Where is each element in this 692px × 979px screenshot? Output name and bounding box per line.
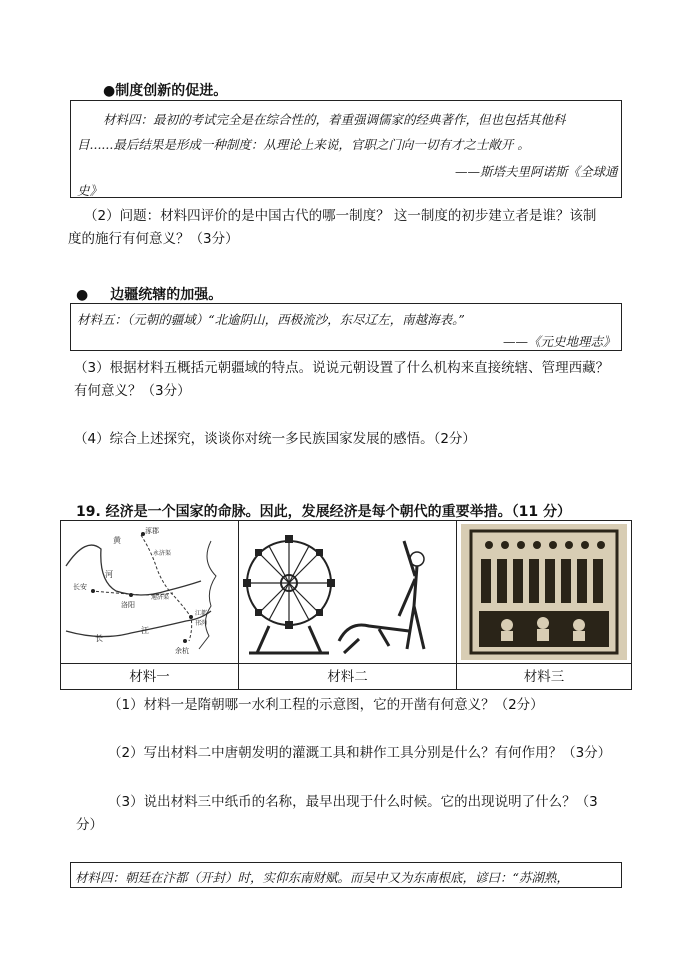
material-three-image	[457, 521, 631, 664]
q19-question-3-line1: （3）说出材料三中纸币的名称，最早出现于什么时候。它的出现说明了什么？（3	[108, 794, 598, 810]
material-four-line2: 目......最后结果是形成一种制度：从理论上来说，官职之门向一切有才之士敞开 。	[77, 137, 530, 152]
map-label-huang: 黄	[113, 536, 121, 545]
map-label-yongjiqu: 永济渠	[153, 550, 172, 557]
map-label-yuhang: 余杭	[175, 647, 189, 655]
question-3-line2: 有何意义？（3分）	[74, 383, 191, 399]
map-label-chang: 长	[95, 634, 103, 643]
map-label-he: 河	[105, 570, 113, 579]
material-two-image	[239, 521, 457, 664]
question-19-title: 19. 经济是一个国家的命脉。因此，发展经济是每个朝代的重要举措。（11 分）	[76, 504, 572, 520]
question-3-line1: （3）根据材料五概括元朝疆域的特点。说说元朝设置了什么机构来直接统辖、管理西藏？	[74, 360, 610, 376]
section-title: 边疆统辖的加强。	[110, 287, 223, 303]
map-label-zhuojun: 涿郡	[145, 527, 159, 535]
waterwheel-and-plow-illustration	[239, 521, 455, 663]
caption-material-three: 材料三	[523, 669, 565, 685]
q19-material-four-box	[70, 862, 622, 888]
material-four-box	[70, 100, 622, 198]
map-label-jiang: 江	[141, 626, 149, 635]
question-4: （4）综合上述探究，谈谈你对统一多民族国家发展的感悟。（2分）	[74, 431, 476, 447]
caption-material-one: 材料一	[61, 664, 239, 690]
materials-table	[60, 520, 632, 690]
q19-material-four-text: 材料四：朝廷在汴都（开封）时，实仰东南财赋。而吴中又为东南根底，谚曰：“苏湖熟，	[75, 870, 569, 885]
map-label-jiangdu: 江都	[195, 610, 208, 617]
question-2-line1: （2）问题：材料四评价的是中国古代的哪一制度？ 这一制度的初步建立者是谁？该制	[84, 208, 597, 224]
map-label-hangou: 邗沟	[195, 620, 208, 627]
map-label-luoyang: 洛阳	[121, 601, 135, 609]
material-four-citation: ——斯塔夫里阿诺斯《全球通	[455, 164, 618, 179]
section-title: 制度创新的促进。	[115, 83, 228, 99]
caption-material-two: 材料二	[239, 664, 457, 690]
q19-question-1: （1）材料一是隋朝哪一水利工程的示意图，它的开凿有何意义？（2分）	[108, 697, 544, 713]
map-label-changan: 长安	[73, 583, 87, 591]
section-heading-frontier	[76, 284, 222, 304]
section-heading-institutional	[103, 80, 227, 100]
material-four-citation-end: 史》	[77, 183, 103, 198]
map-label-tongjiqu: 通济渠	[151, 594, 170, 601]
material-four-line1: 材料四：最初的考试完全是在综合性的，着重强调儒家的经典著作，但也包括其他科	[103, 112, 566, 127]
question-2-line2: 度的施行有何意义？（3分）	[68, 231, 239, 247]
q19-question-3-line2: 分）	[76, 817, 103, 833]
material-five-citation: ——《元史地理志》	[503, 334, 616, 349]
material-five-box	[70, 303, 622, 351]
q19-question-2: （2）写出材料二中唐朝发明的灌溉工具和耕作工具分别是什么？有何作用？（3分）	[108, 745, 612, 761]
jiaozi-paper-money-illustration	[457, 521, 631, 663]
bullet-icon: ●	[103, 83, 116, 99]
material-five-text: 材料五：（元朝的疆域）“北逾阴山，西极流沙，东尽辽左，南越海表。”	[77, 312, 465, 327]
grand-canal-map	[61, 521, 237, 663]
material-one-map	[61, 521, 239, 664]
bullet-icon: ●	[76, 287, 89, 303]
